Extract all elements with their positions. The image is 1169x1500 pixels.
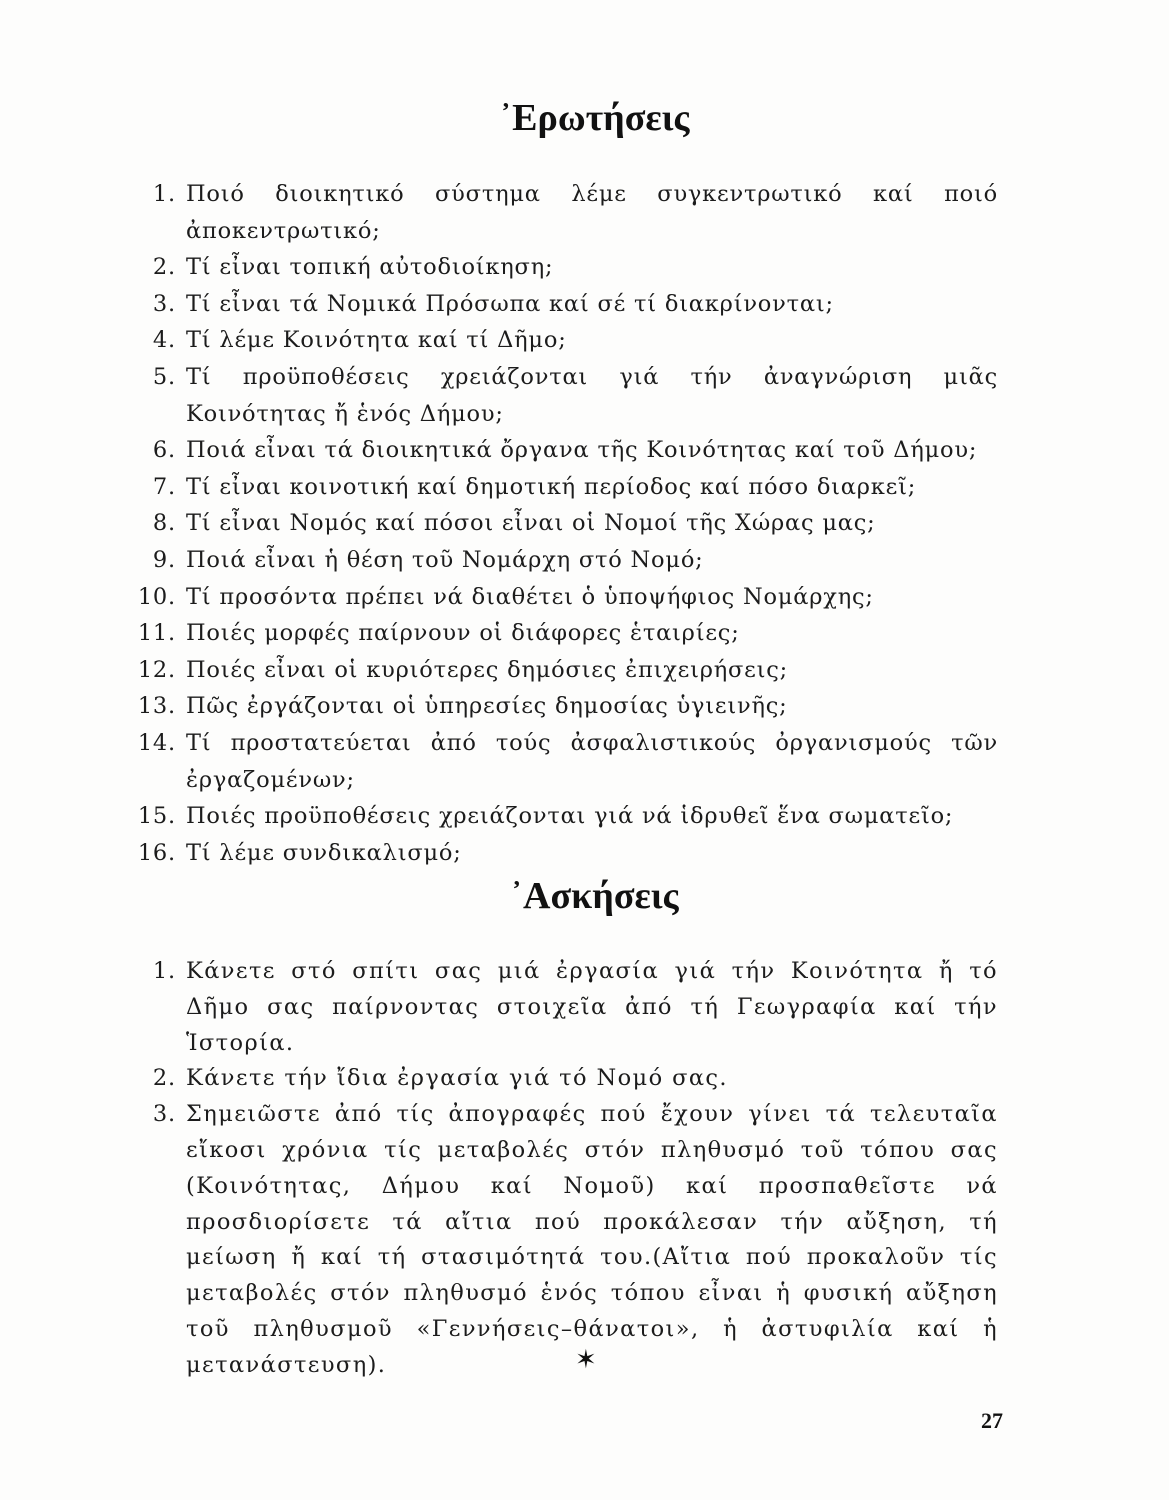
question-item-text: Τί εἶναι τοπική αὐτοδιοίκηση; bbox=[186, 254, 554, 281]
question-item-text: Τί εἶναι Νομός καί πόσοι εἶναι οἱ Νομοί τῆς Χώρας μας; bbox=[186, 510, 876, 537]
question-item bbox=[128, 615, 998, 652]
question-item-number: 2. bbox=[152, 254, 176, 281]
question-item-text: Τί προσόντα πρέπει νά διαθέτει ὁ ὑποψήφιος Νομάρχης; bbox=[186, 583, 874, 610]
question-item-text: Πῶς ἐργάζονται οἱ ὑπηρεσίες δημοσίας ὑγιεινῆς; bbox=[186, 693, 788, 720]
question-item-number: 15. bbox=[137, 803, 176, 830]
exercise-item-text: Σημειῶστε ἀπό τίς ἀπογραφές πού ἔχουν γίνει τά τελευταῖα εἴκοσι χρόνια τίς μεταβολές στόν πληθυσμό τοῦ τόπου σας (Κοινότητας, Δήμου καί Νομοῦ) καί προσπαθεῖστε νά προσδιορίσετε τά αἴτια πού προκάλεσαν τήν αὔξηση, τή μείωση ἤ καί τή στασιμότητά του.(Αἴτια πού προκαλοῦν τίς μεταβολές στόν πληθυσμό ἑνός τόπου εἶναι ἡ φυσική αὔξηση τοῦ πληθυσμοῦ «Γεννήσεις–θάνατοι», ἡ ἀστυφιλία καί ἡ μετανάστευση). bbox=[186, 1101, 998, 1378]
question-item-text: Ποιό διοικητικό σύστημα λέμε συγκεντρωτικό καί ποιό ἀποκεντρωτικό; bbox=[186, 181, 998, 244]
question-item bbox=[128, 652, 998, 689]
question-item bbox=[128, 579, 998, 616]
question-item-number: 8. bbox=[152, 510, 176, 537]
question-item bbox=[128, 469, 998, 506]
exercise-item bbox=[128, 1061, 998, 1097]
question-item-number: 11. bbox=[137, 620, 176, 647]
question-item bbox=[128, 505, 998, 542]
question-item-text: Ποιά εἶναι ἡ θέση τοῦ Νομάρχη στό Νομό; bbox=[186, 546, 704, 573]
question-item-text: Τί προστατεύεται ἀπό τούς ἀσφαλιστικούς ὀργανισμούς τῶν ἐργαζομένων; bbox=[186, 729, 998, 793]
question-item-number: 5. bbox=[152, 363, 176, 390]
question-item-number: 14. bbox=[137, 729, 176, 756]
question-item-text: Ποιά εἶναι τά διοικητικά ὄργανα τῆς Κοινότητας καί τοῦ Δήμου; bbox=[186, 437, 978, 464]
exercise-item-number: 3. bbox=[152, 1101, 176, 1128]
question-item bbox=[128, 432, 998, 469]
question-item bbox=[128, 286, 998, 323]
question-item bbox=[128, 322, 998, 359]
exercises-heading: ᾿Ασκήσεις bbox=[510, 875, 679, 917]
question-item-number: 9. bbox=[152, 546, 176, 573]
question-item-number: 16. bbox=[137, 839, 176, 866]
question-item bbox=[128, 176, 998, 249]
exercises-list bbox=[128, 954, 998, 1384]
page-number: 27 bbox=[981, 1408, 1003, 1433]
question-item-number: 1. bbox=[152, 181, 176, 207]
questions-list bbox=[128, 176, 998, 871]
question-item-text: Τί εἶναι τά Νομικά Πρόσωπα καί σέ τί διακρίνονται; bbox=[186, 290, 834, 317]
question-item bbox=[128, 725, 998, 798]
question-item-text: Ποιές εἶναι οἱ κυριότερες δημόσιες ἐπιχειρήσεις; bbox=[186, 656, 789, 683]
question-item-text: Τί εἶναι κοινοτική καί δημοτική περίοδος καί πόσο διαρκεῖ; bbox=[186, 473, 917, 500]
question-item bbox=[128, 688, 998, 725]
question-item-number: 13. bbox=[137, 693, 176, 720]
question-item-text: Τί προϋποθέσεις χρειάζονται γιά τήν ἀναγνώριση μιᾶς Κοινότητας ἤ ἑνός Δήμου; bbox=[186, 363, 998, 427]
star-ornament-icon: ✶ bbox=[575, 1345, 597, 1375]
question-item-number: 12. bbox=[137, 656, 176, 683]
question-item bbox=[128, 798, 998, 835]
question-item bbox=[128, 835, 998, 872]
question-item-text: Τί λέμε συνδικαλισμό; bbox=[186, 839, 462, 866]
exercise-item-text: Κάνετε τήν ἴδια ἐργασία γιά τό Νομό σας. bbox=[186, 1065, 728, 1092]
question-item-number: 6. bbox=[152, 437, 176, 464]
question-item bbox=[128, 542, 998, 579]
question-item bbox=[128, 359, 998, 432]
exercise-item bbox=[128, 1097, 998, 1383]
exercise-item-number: 2. bbox=[152, 1065, 176, 1092]
exercise-item bbox=[128, 954, 998, 1061]
exercise-item-text: Κάνετε στό σπίτι σας μιά ἐργασία γιά τήν Κοινότητα ἤ τό Δῆμο σας παίρνοντας στοιχεῖα ἀπό τή Γεωγραφία καί τήν Ἱστορία. bbox=[186, 958, 998, 1056]
question-item-number: 10. bbox=[137, 583, 176, 610]
question-item-text: Ποιές προϋποθέσεις χρειάζονται γιά νά ἱδρυθεῖ ἕνα σωματεῖο; bbox=[186, 803, 954, 830]
questions-heading: ᾿Ερωτήσεις bbox=[499, 97, 690, 139]
question-item-number: 7. bbox=[152, 473, 176, 500]
question-item-text: Τί λέμε Κοινότητα καί τί Δῆμο; bbox=[186, 327, 567, 354]
question-item-number: 4. bbox=[152, 327, 176, 354]
question-item bbox=[128, 249, 998, 286]
question-item-number: 3. bbox=[152, 290, 176, 317]
exercise-item-number: 1. bbox=[152, 958, 176, 984]
question-item-text: Ποιές μορφές παίρνουν οἱ διάφορες ἑταιρίες; bbox=[186, 620, 740, 647]
